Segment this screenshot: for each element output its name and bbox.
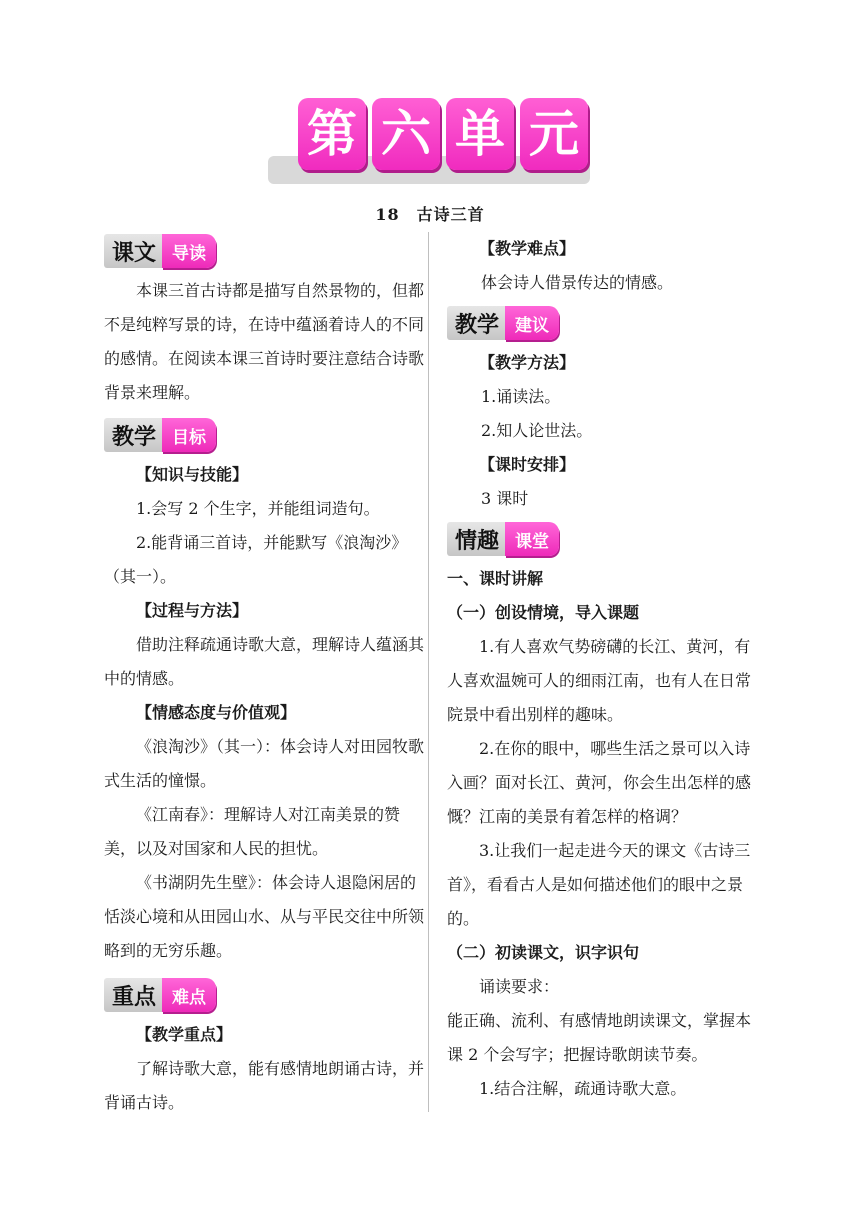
badge-label: 重点 (104, 978, 162, 1012)
badge-teaching-goals (104, 418, 426, 452)
banner-char-2: 六 (372, 98, 440, 170)
method-item: 1.诵读法。 (481, 387, 561, 406)
subsection-heading: （一）创设情境，导入课题 (447, 603, 640, 622)
badge-tag: 难点 (162, 978, 216, 1012)
emotion-item: 《书湖阴先生壁》：体会诗人退隐闲居的恬淡心境和从田园山水、从与平民交往中所领略到的无穷乐趣。 (104, 873, 425, 960)
lesson-paragraph: 3.让我们一起走进今天的课文《古诗三首》，看看古人是如何描述他们的眼中之景的。 (447, 841, 751, 928)
goal-item: 1.会写 2 个生字，并能组词造句。 (136, 499, 380, 518)
badge-label: 课文 (104, 234, 162, 268)
badge-tag: 目标 (162, 418, 216, 452)
badge-tag: 建议 (505, 306, 559, 340)
left-column (104, 234, 426, 1120)
process-paragraph: 借助注释疏通诗歌大意，理解诗人蕴涵其中的情感。 (104, 635, 425, 688)
badge-tag: 课堂 (505, 522, 559, 556)
lesson-paragraph: 1.有人喜欢气势磅礴的长江、黄河，有人喜欢温婉可人的细雨江南，也有人在日常院景中看出别样的趣味。 (447, 637, 752, 724)
badge-fun-class (447, 522, 759, 556)
subsection-heading: （二）初读课文，识字识句 (447, 943, 640, 962)
column-divider (428, 232, 429, 1112)
banner-char-4: 元 (520, 98, 588, 170)
schedule-text: 3 课时 (481, 489, 529, 508)
method-item: 2.知人论世法。 (481, 421, 593, 440)
badge-text-guide (104, 234, 426, 268)
right-column (447, 232, 759, 1106)
lesson-paragraph: 1.结合注解，疏通诗歌大意。 (479, 1079, 687, 1098)
intro-paragraph: 本课三首古诗都是描写自然景物的，但都不是纯粹写景的诗，在诗中蕴涵着诗人的不同的感情。在阅读本课三首诗时要注意结合诗歌背景来理解。 (104, 281, 425, 402)
badge-tag: 导读 (162, 234, 216, 268)
lesson-title: 18 古诗三首 (375, 205, 485, 224)
difficult-points-paragraph: 体会诗人借景传达的情感。 (481, 273, 674, 292)
lesson-paragraph: 2.在你的眼中，哪些生活之景可以入诗入画？面对长江、黄河，你会生出怎样的感慨？江南的美景有着怎样的格调？ (447, 739, 752, 826)
badge-teaching-suggestion (447, 306, 759, 340)
unit-banner (268, 98, 590, 188)
heading-key-points: 【教学重点】 (136, 1025, 233, 1044)
section-heading: 一、课时讲解 (447, 569, 544, 588)
key-points-paragraph: 了解诗歌大意，能有感情地朗诵古诗，并背诵古诗。 (104, 1059, 425, 1112)
reading-requirement-label: 诵读要求： (479, 977, 560, 996)
emotion-item: 《江南春》：理解诗人对江南美景的赞美，以及对国家和人民的担忧。 (104, 805, 401, 858)
banner-char-3: 单 (446, 98, 514, 170)
badge-label: 教学 (104, 418, 162, 452)
heading-difficult-points: 【教学难点】 (479, 239, 576, 258)
heading-knowledge: 【知识与技能】 (136, 465, 249, 484)
heading-schedule: 【课时安排】 (479, 455, 576, 474)
banner-char-1: 第 (298, 98, 366, 170)
emotion-item: 《浪淘沙》（其一）：体会诗人对田园牧歌式生活的憧憬。 (104, 737, 425, 790)
heading-emotion: 【情感态度与价值观】 (136, 703, 297, 722)
reading-requirement-text: 能正确、流利、有感情地朗读课文，掌握本课 2 个会写字；把握诗歌朗读节奏。 (447, 1011, 752, 1064)
goal-item: 2.能背诵三首诗，并能默写《浪淘沙》（其一）。 (104, 533, 408, 586)
heading-method: 【教学方法】 (479, 353, 576, 372)
badge-label: 教学 (447, 306, 505, 340)
badge-label: 情趣 (447, 522, 505, 556)
badge-key-difficult (104, 978, 426, 1012)
heading-process: 【过程与方法】 (136, 601, 249, 620)
